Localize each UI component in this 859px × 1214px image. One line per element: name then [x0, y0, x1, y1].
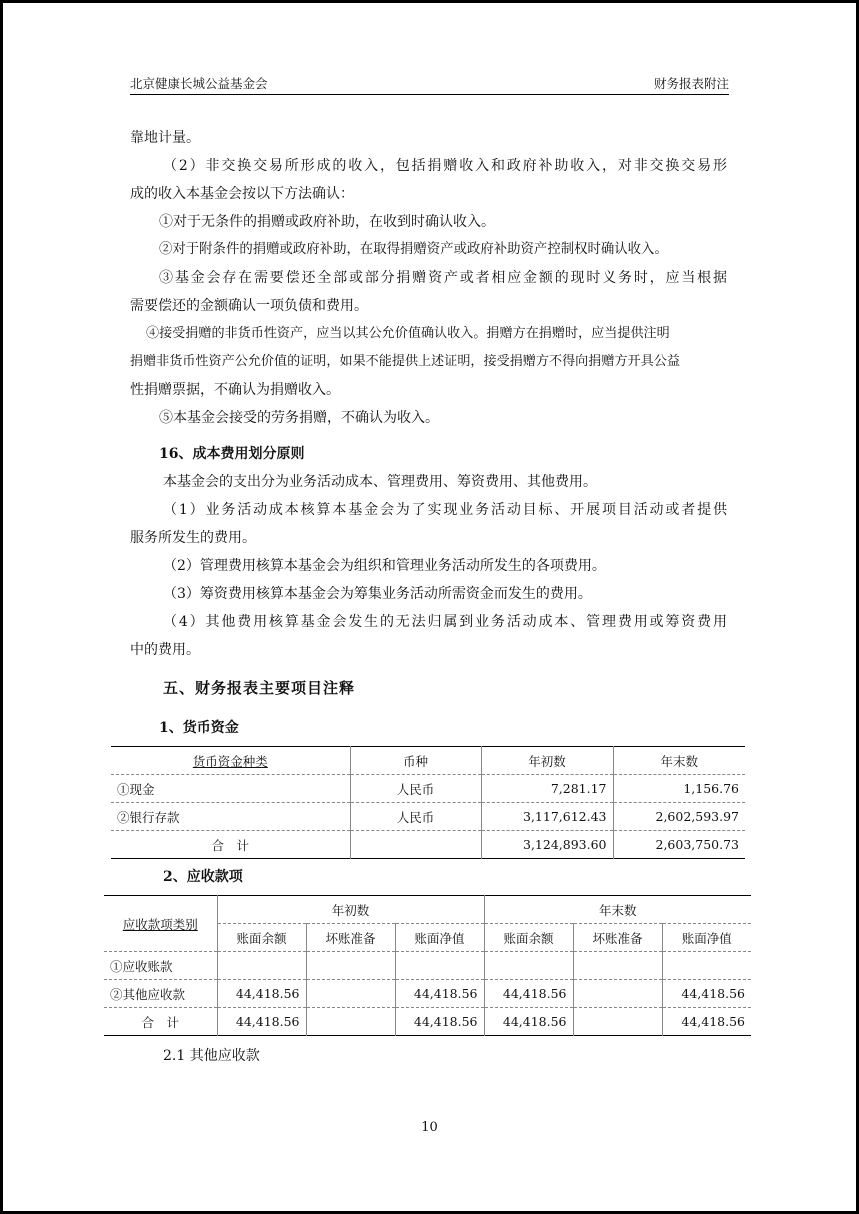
body-line: ①对于无条件的捐赠或政府补助，在收到时确认收入。: [159, 214, 495, 230]
body-line: （4）其他费用核算基金会发生的无法归属到业务活动成本、管理费用或筹资费用: [163, 614, 727, 630]
table-header-cell: 币种: [350, 747, 481, 775]
table-cell: [662, 952, 751, 980]
table-header-cell: 账面余额: [484, 924, 573, 952]
table-row: [111, 775, 745, 803]
table-header-cell: 账面净值: [395, 924, 484, 952]
table-cell: 44,418.56: [662, 1008, 751, 1036]
table-cell: 7,281.17: [481, 775, 613, 803]
body-line: （3）筹资费用核算本基金会为筹集业务活动所需资金而发生的费用。: [163, 586, 592, 602]
table-cell: ①现金: [111, 775, 350, 803]
body-line: （2）非交换交易所形成的收入，包括捐赠收入和政府补助收入，对非交换交易形: [163, 158, 727, 174]
table-cell: 44,418.56: [484, 1008, 573, 1036]
body-line: 本基金会的支出分为业务活动成本、管理费用、筹资费用、其他费用。: [163, 474, 597, 490]
body-line: 服务所发生的费用。: [130, 530, 256, 546]
table-cell: ②银行存款: [111, 803, 350, 831]
table-cell: 合 计: [141, 1014, 179, 1030]
table-cell: 44,418.56: [484, 980, 573, 1008]
cash-table: [111, 746, 745, 859]
table-total-row: [111, 831, 745, 859]
table-cell: [306, 980, 395, 1008]
body-line: ②对于附条件的捐赠或政府补助，在取得捐赠资产或政府补助资产控制权时确认收入。: [159, 242, 668, 257]
table-cell: 2,602,593.97: [613, 803, 745, 831]
table-header-cell: 货币资金种类: [111, 747, 350, 775]
table-cell: 44,418.56: [395, 1008, 484, 1036]
table-cell: 人民币: [350, 775, 481, 803]
table-header-cell: 应收款项类别: [104, 896, 217, 952]
table-cell: [395, 952, 484, 980]
table-cell: 44,418.56: [217, 1008, 306, 1036]
table-cell: 3,124,893.60: [481, 831, 613, 859]
body-line: 中的费用。: [130, 642, 200, 658]
subsection-title: 2.1 其他应收款: [163, 1048, 260, 1064]
body-line: 捐赠非货币性资产公允价值的证明，如果不能提供上述证明，接受捐赠方不得向捐赠方开具公益: [130, 354, 680, 369]
table-header-row: [111, 747, 745, 775]
table-cell: [306, 952, 395, 980]
table-header-row: [104, 896, 751, 924]
table-cell: [350, 831, 481, 859]
body-line: （2）管理费用核算本基金会为组织和管理业务活动所发生的各项费用。: [163, 558, 606, 574]
table-header-cell: 坏账准备: [306, 924, 395, 952]
body-line: （1）业务活动成本核算本基金会为了实现业务活动目标、开展项目活动或者提供: [163, 502, 727, 518]
table-row: [104, 952, 751, 980]
table-cell: 3,117,612.43: [481, 803, 613, 831]
body-line: 靠地计量。: [130, 130, 200, 146]
table-header-cell: 年初数: [481, 747, 613, 775]
table-cell: 人民币: [350, 803, 481, 831]
table-cell: [573, 1008, 662, 1036]
table-cell: 2,603,750.73: [613, 831, 745, 859]
body-line: ④接受捐赠的非货币性资产，应当以其公允价值确认收入。捐赠方在捐赠时，应当提供注明: [146, 326, 670, 341]
header-org: 北京健康长城公益基金会: [130, 76, 268, 91]
table-header-cell: 坏账准备: [573, 924, 662, 952]
receivables-title: 2、应收款项: [163, 869, 243, 885]
body-line: 需要偿还的金额确认一项负债和费用。: [130, 298, 368, 314]
receivables-table: [104, 895, 751, 1036]
table-row: [104, 980, 751, 1008]
table-cell: [217, 952, 306, 980]
table-cell: 合 计: [211, 837, 249, 853]
page-header: [130, 76, 729, 95]
table-cell: 44,418.56: [662, 980, 751, 1008]
table-group-header: 年末数: [484, 896, 751, 924]
table-header-cell: 年末数: [613, 747, 745, 775]
table-cell: 1,156.76: [613, 775, 745, 803]
table-cell: [573, 952, 662, 980]
table-cell: ①应收账款: [104, 952, 217, 980]
page-number: 10: [421, 1120, 438, 1135]
table-cell: [573, 980, 662, 1008]
section-title: 五、财务报表主要项目注释: [163, 679, 356, 697]
table-cell: 44,418.56: [217, 980, 306, 1008]
table-header-cell: 账面余额: [217, 924, 306, 952]
table-header-cell: 账面净值: [662, 924, 751, 952]
table-cell: [484, 952, 573, 980]
header-doc-title: 财务报表附注: [653, 76, 729, 91]
table-row: [111, 803, 745, 831]
body-line: ⑤本基金会接受的劳务捐赠，不确认为收入。: [159, 410, 439, 426]
body-line: ③基金会存在需要偿还全部或部分捐赠资产或者相应金额的现时义务时，应当根据: [159, 270, 727, 286]
section-heading: 16、成本费用划分原则: [159, 446, 305, 462]
table-cell: 44,418.56: [395, 980, 484, 1008]
table-total-row: [104, 1008, 751, 1036]
body-line: 成的收入本基金会按以下方法确认：: [130, 186, 354, 202]
table-cell: ②其他应收款: [104, 980, 217, 1008]
table-group-header: 年初数: [217, 896, 484, 924]
table-cell: [306, 1008, 395, 1036]
cash-title: 1、货币资金: [159, 720, 239, 736]
body-line: 性捐赠票据，不确认为捐赠收入。: [130, 382, 340, 398]
